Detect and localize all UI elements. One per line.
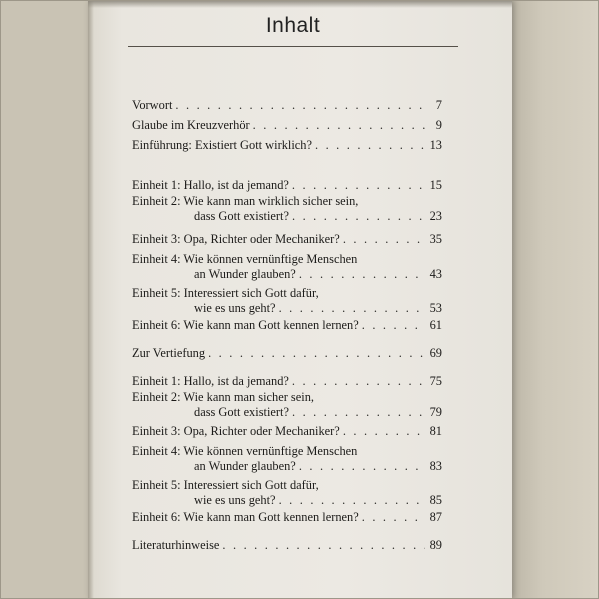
toc-entry-label: Einheit 3: Opa, Richter oder Mechaniker? [132, 424, 340, 438]
toc-page-number: 35 [429, 232, 442, 246]
toc-entry-einheit-1 [132, 178, 442, 193]
toc-entry-label: Einheit 5: Interessiert sich Gott dafür, [132, 286, 319, 300]
toc-page-number: 61 [429, 318, 442, 332]
toc-entry-vertiefung-einheit-4 [132, 444, 442, 474]
toc-page-number: 13 [429, 138, 442, 152]
page-title: Inhalt [265, 14, 321, 37]
leader-dots [299, 267, 425, 282]
toc-page-number: 9 [435, 118, 442, 132]
toc-page-number: 53 [429, 301, 442, 315]
toc-entry-label: Einheit 3: Opa, Richter oder Mechaniker? [132, 232, 340, 246]
toc-entry-continuation: an Wunder glauben? [194, 459, 296, 473]
leader-dots [292, 178, 425, 193]
leader-dots [279, 301, 425, 316]
title-rule [128, 46, 458, 47]
toc-entry-glaube [132, 118, 442, 133]
leader-dots [279, 493, 425, 508]
leader-dots [315, 138, 425, 153]
toc-entry-vertiefung-einheit-1 [132, 374, 442, 389]
leader-dots [299, 459, 425, 474]
toc-entry-einheit-6 [132, 318, 442, 333]
toc-page-number: 23 [429, 209, 442, 223]
toc-entry-einheit-4 [132, 252, 442, 282]
toc-entry-continuation: dass Gott existiert? [194, 209, 289, 223]
toc-entry-label: Einheit 1: Hallo, ist da jemand? [132, 374, 289, 388]
toc-entry-vertiefung-einheit-3 [132, 424, 442, 439]
toc-entry-vorwort [132, 98, 442, 113]
toc-entry-label: Einheit 5: Interessiert sich Gott dafür, [132, 478, 319, 492]
toc-entry-einfuehrung [132, 138, 442, 153]
toc-entry-label: Glaube im Kreuzverhör [132, 118, 250, 132]
toc-entry-label: Einheit 2: Wie kann man sicher sein, [132, 390, 314, 404]
toc-entry-vertiefung-einheit-2 [132, 390, 442, 420]
toc-entry-label: Zur Vertiefung [132, 346, 206, 360]
toc-entry-continuation: an Wunder glauben? [194, 267, 296, 281]
leader-dots [222, 538, 425, 553]
leader-dots [343, 424, 425, 439]
leader-dots [362, 318, 425, 333]
toc-entry-vertiefung-einheit-5 [132, 478, 442, 508]
toc-page-number: 83 [429, 459, 442, 473]
toc-page-number: 75 [429, 374, 442, 388]
leader-dots [292, 209, 425, 224]
toc-entry-vertiefung-einheit-6 [132, 510, 442, 525]
toc-page-number: 87 [429, 510, 442, 524]
leader-dots [343, 232, 425, 247]
leader-dots [362, 510, 425, 525]
leader-dots [253, 118, 425, 133]
toc-entry-einheit-3 [132, 232, 442, 247]
toc-entry-label: Einheit 6: Wie kann man Gott kennen lernen? [132, 318, 359, 332]
toc-entry-label: Vorwort [132, 98, 173, 112]
toc-page-number: 79 [429, 405, 442, 419]
leader-dots [292, 374, 425, 389]
leader-dots [292, 405, 425, 420]
toc-page-number: 43 [429, 267, 442, 281]
toc-entry-label: Einführung: Existiert Gott wirklich? [132, 138, 312, 152]
toc-page-number: 69 [429, 346, 442, 360]
toc-entry-label: Einheit 2: Wie kann man wirklich sicher sein, [132, 194, 359, 208]
toc-entry-continuation: wie es uns geht? [194, 493, 276, 507]
toc-entry-label: Einheit 6: Wie kann man Gott kennen lernen? [132, 510, 359, 524]
leader-dots [208, 346, 425, 361]
toc-entry-label: Einheit 4: Wie können vernünftige Menschen [132, 444, 358, 458]
toc-entry-einheit-2 [132, 194, 442, 224]
toc-entry-label: Einheit 1: Hallo, ist da jemand? [132, 178, 289, 192]
toc-page-number: 7 [435, 98, 442, 112]
toc-page-number: 15 [429, 178, 442, 192]
toc-entry-literaturhinweise [132, 538, 442, 553]
toc-entry-label: Literaturhinweise [132, 538, 220, 552]
toc-entry-continuation: wie es uns geht? [194, 301, 276, 315]
toc-page-number: 85 [429, 493, 442, 507]
toc-page-number: 89 [429, 538, 442, 552]
toc-entry-label: Einheit 4: Wie können vernünftige Menschen [132, 252, 358, 266]
toc-entry-einheit-5 [132, 286, 442, 316]
toc-entry-zur-vertiefung [132, 346, 442, 361]
toc-page-number: 81 [429, 424, 442, 438]
toc-entry-continuation: dass Gott existiert? [194, 405, 289, 419]
leader-dots [175, 98, 425, 113]
